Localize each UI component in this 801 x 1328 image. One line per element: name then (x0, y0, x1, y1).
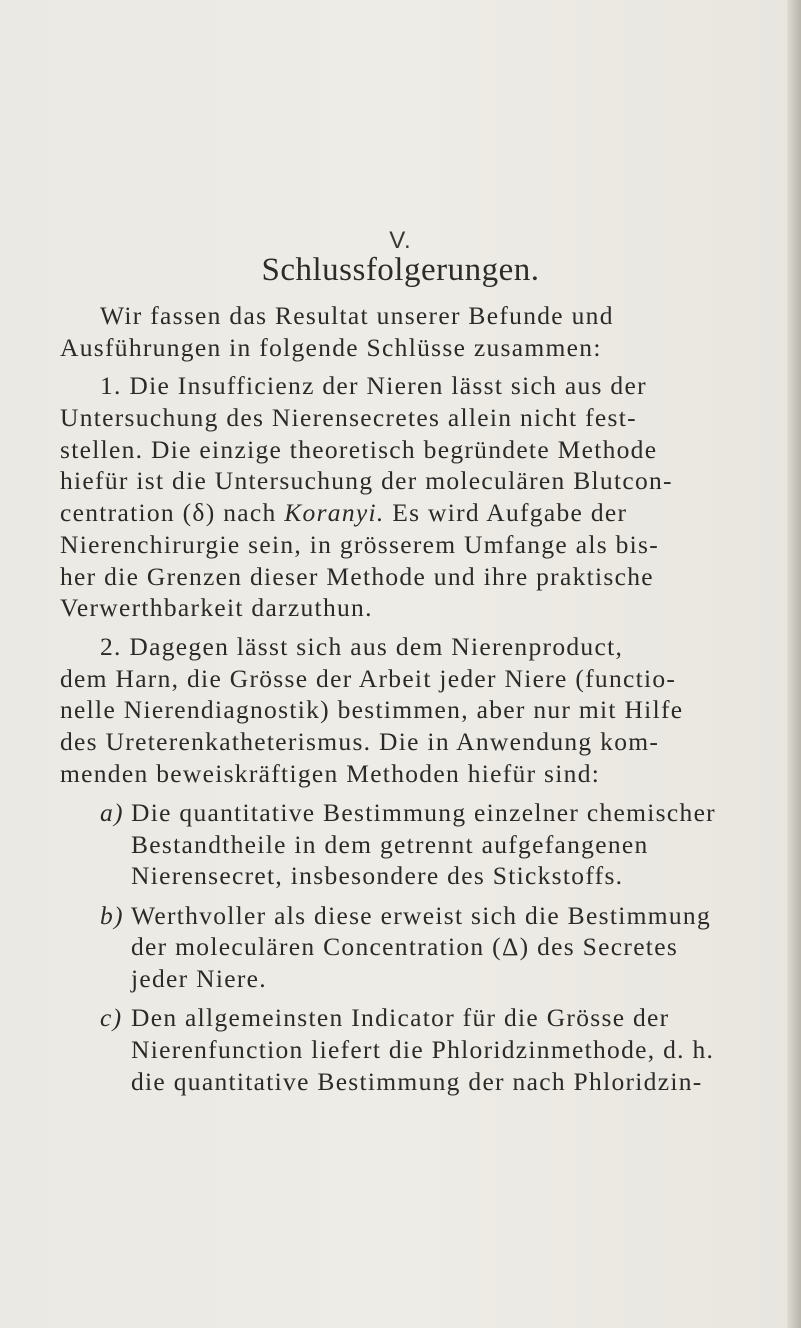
text-line: jeder Niere. (131, 964, 267, 993)
text-line: Ausführungen in folgende Schlüsse zusammen: (60, 333, 602, 362)
text-line: nelle Nierendiagnostik) bestimmen, aber nur mit Hilfe (60, 695, 684, 724)
author-name: Koranyi. (284, 498, 385, 527)
text-line: Nierensecret, insbesondere des Stickstoffs. (131, 861, 624, 890)
text-fragment: Es wird Aufgabe der (384, 498, 628, 527)
text-line: Nierenchirurgie sein, in grösserem Umfange als bis- (60, 530, 660, 559)
text-line: des Ureterenkatheterismus. Die in Anwendung kom- (60, 727, 660, 756)
list-label: b) (100, 901, 124, 930)
page-edge-shadow (787, 0, 801, 1328)
text-line: Untersuchung des Nierensecretes allein nicht fest- (60, 403, 637, 432)
text-line: her die Grenzen dieser Methode und ihre praktische (60, 562, 654, 591)
text-line: 2. Dagegen lässt sich aus dem Nierenproduct, (100, 632, 624, 661)
text-line (60, 497, 627, 528)
text-line: hiefür ist die Untersuchung der moleculären Blutcon- (60, 466, 673, 495)
text-fragment: centration (δ) nach (60, 498, 285, 527)
text-line: Verwerthbarkeit darzuthun. (60, 593, 373, 622)
text-line: die quantitative Bestimmung der nach Phloridzin- (131, 1067, 703, 1096)
section-number: V. (389, 227, 412, 254)
text-line: Nierenfunction liefert die Phloridzinmethode, d. h. (131, 1035, 715, 1064)
text-line: Die quantitative Bestimmung einzelner chemischer (131, 798, 716, 827)
text-line: menden beweiskräftigen Methoden hiefür sind: (60, 759, 601, 788)
text-line: dem Harn, die Grösse der Arbeit jeder Niere (functio- (60, 664, 677, 693)
text-line: Werthvoller als diese erweist sich die Bestimmung (131, 901, 712, 930)
text-line: der moleculären Concentration (Δ) des Secretes (131, 932, 679, 961)
text-line: 1. Die Insufficienz der Nieren lässt sich aus der (100, 371, 647, 400)
list-label: c) (100, 1003, 123, 1032)
text-line: Wir fassen das Resultat unserer Befunde und (100, 301, 614, 330)
list-label: a) (100, 798, 124, 827)
text-line: Bestandtheile in dem getrennt aufgefangenen (131, 830, 649, 859)
section-title: Schlussfolgerungen. (261, 252, 540, 288)
text-line: stellen. Die einzige theoretisch begründete Methode (60, 435, 658, 464)
text-line: Den allgemeinsten Indicator für die Grösse der (131, 1003, 670, 1032)
